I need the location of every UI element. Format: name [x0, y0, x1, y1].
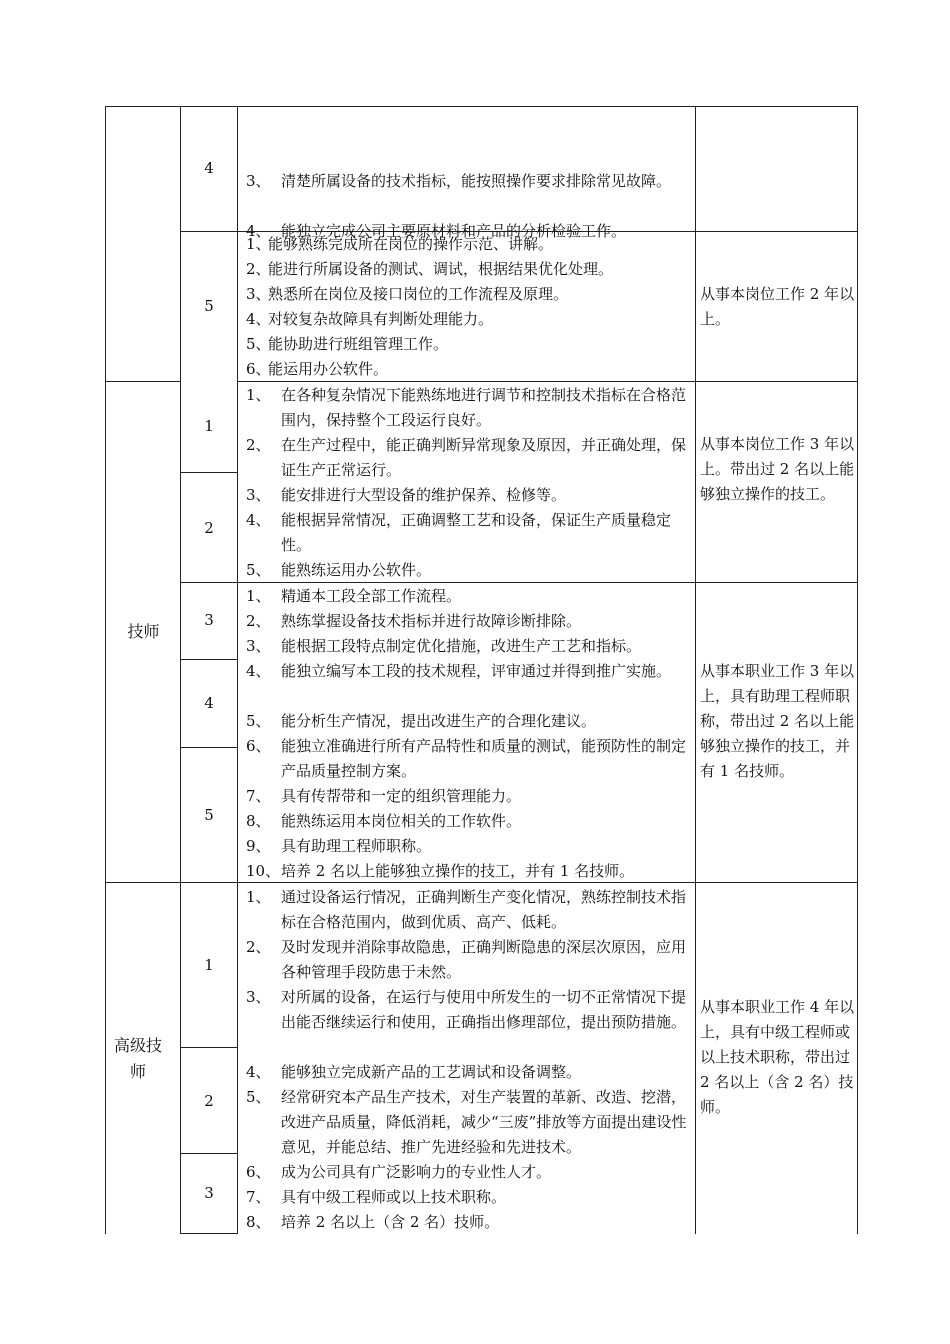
list-item — [246, 1185, 694, 1210]
item-text: 能进行所属设备的测试、调试，根据结果优化处理。 — [268, 260, 614, 278]
item-text: 精通本工段全部工作流程。 — [281, 587, 462, 605]
item-number: 4、 — [246, 222, 271, 240]
level-cell: 3 — [204, 611, 214, 629]
item-number: 6、 — [246, 360, 271, 378]
list-item — [246, 558, 694, 583]
item-number: 5、 — [246, 335, 271, 353]
level-cell: 2 — [204, 519, 214, 537]
grid-line — [695, 106, 696, 1234]
item-number: 2、 — [246, 612, 271, 630]
level-cell: 5 — [204, 806, 214, 824]
list-item — [246, 584, 694, 609]
item-number: 1、 — [246, 235, 271, 253]
list-item — [246, 433, 694, 483]
item-text: 在生产过程中，能正确判断异常现象及原因，并正确处理，保证生产正常运行。 — [281, 436, 687, 479]
item-text: 能熟练运用办公软件。 — [281, 561, 432, 579]
item-text: 具有传帮带和一定的组织管理能力。 — [281, 787, 522, 805]
level-cell: 3 — [204, 1184, 214, 1202]
item-number: 3、 — [246, 172, 271, 190]
item-text: 能独立编写本工段的技术规程，评审通过并得到推广实施。 — [281, 662, 672, 680]
list-item — [246, 885, 694, 935]
item-text: 具有助理工程师职称。 — [281, 837, 432, 855]
item-text: 熟练掌握设备技术指标并进行故障诊断排除。 — [281, 612, 582, 630]
item-text: 能够独立完成新产品的工艺调试和设备调整。 — [281, 1063, 582, 1081]
item-text: 及时发现并消除事故隐患，正确判断隐患的深层次原因，应用各种管理手段防患于未然。 — [281, 938, 687, 981]
requirement-cell: 从事本职业工作 3 年以上，具有助理工程师职称，带出过 2 名以上能够独立操作的技工，并有 1 名技师。 — [700, 662, 855, 780]
list-item — [246, 307, 694, 332]
item-number: 2、 — [246, 436, 271, 454]
item-number: 2、 — [246, 938, 271, 956]
item-number: 6、 — [246, 1163, 271, 1181]
list-item — [246, 709, 694, 734]
item-text: 熟悉所在岗位及接口岗位的工作流程及原理。 — [268, 285, 569, 303]
item-text: 在各种复杂情况下能熟练地进行调节和控制技术指标在合格范围内，保持整个工段运行良好。 — [281, 386, 687, 429]
list-item — [246, 634, 694, 659]
list-item — [246, 383, 694, 433]
list-item — [246, 1085, 694, 1160]
grid-line — [180, 659, 237, 660]
list-item — [246, 1210, 694, 1235]
list-item — [246, 332, 694, 357]
item-text: 能熟练运用本岗位相关的工作软件。 — [281, 812, 522, 830]
list-item — [246, 169, 694, 194]
grid-line — [180, 472, 237, 473]
list-item — [246, 483, 694, 508]
item-number: 4、 — [246, 662, 271, 680]
item-number: 1、 — [246, 888, 271, 906]
list-item — [246, 232, 694, 257]
item-number: 3、 — [246, 486, 271, 504]
item-number: 5、 — [246, 1088, 271, 1106]
grid-line — [180, 1047, 237, 1048]
grid-line — [237, 106, 238, 1234]
grid-line — [180, 747, 237, 748]
list-item — [246, 859, 694, 884]
item-number: 10、 — [246, 862, 281, 880]
item-text: 能根据工段特点制定优化措施，改进生产工艺和指标。 — [281, 637, 642, 655]
level-cell: 1 — [204, 956, 214, 974]
level-cell: 4 — [204, 694, 214, 712]
list-item — [246, 985, 694, 1035]
level-cell: 2 — [204, 1092, 214, 1110]
list-item — [246, 257, 694, 282]
grid-line — [105, 106, 106, 1234]
item-text: 清楚所属设备的技术指标，能按照操作要求排除常见故障。 — [281, 172, 672, 190]
item-number: 3、 — [246, 637, 271, 655]
requirement-cell: 从事本职业工作 4 年以上，具有中级工程师或以上技术职称，带出过 2 名以上（含 2 名）技师。 — [700, 998, 855, 1116]
item-text: 能分析生产情况，提出改进生产的合理化建议。 — [281, 712, 597, 730]
list-item — [246, 1160, 694, 1185]
grid-line — [180, 1233, 237, 1234]
item-text: 能根据异常情况，正确调整工艺和设备，保证生产质量稳定性。 — [281, 511, 672, 554]
item-number: 1、 — [246, 587, 271, 605]
list-item — [246, 734, 694, 784]
level-cell: 1 — [204, 417, 214, 435]
item-number: 4、 — [246, 511, 271, 529]
item-text: 能独立准确进行所有产品特性和质量的测试，能预防性的制定产品质量控制方案。 — [281, 737, 687, 780]
item-number: 1、 — [246, 386, 271, 404]
item-text: 经常研究本产品生产技术，对生产装置的革新、改造、挖潜，改进产品质量，降低消耗，减少“三废”排放等方面提出建设性意见，并能总结、推广先进经验和先进技术。 — [281, 1088, 687, 1156]
item-text: 能协助进行班组管理工作。 — [268, 335, 449, 353]
list-item — [246, 834, 694, 859]
list-item — [246, 784, 694, 809]
item-number: 3、 — [246, 988, 271, 1006]
level-cell: 4 — [204, 159, 214, 177]
list-item — [246, 935, 694, 985]
item-text: 具有中级工程师或以上技术职称。 — [281, 1188, 507, 1206]
requirement-cell: 从事本岗位工作 3 年以上。带出过 2 名以上能够独立操作的技工。 — [700, 435, 855, 503]
item-number: 7、 — [246, 1188, 271, 1206]
item-number: 6、 — [246, 737, 271, 755]
level-cell: 5 — [204, 297, 214, 315]
item-text: 通过设备运行情况，正确判断生产变化情况，熟练控制技术指标在合格范围内，做到优质、高产、低耗。 — [281, 888, 687, 931]
item-number: 4、 — [246, 1063, 271, 1081]
list-item — [246, 1060, 694, 1085]
list-item — [246, 508, 694, 558]
item-number: 3、 — [246, 285, 271, 303]
item-number: 2、 — [246, 260, 271, 278]
grid-line — [180, 106, 181, 1234]
item-text: 能运用办公软件。 — [268, 360, 389, 378]
item-number: 8、 — [246, 812, 271, 830]
list-item — [246, 357, 694, 382]
item-text: 能独立完成公司主要原材料和产品的分析检验工作。 — [281, 222, 627, 240]
item-text: 对所属的设备，在运行与使用中所发生的一切不正常情况下提出能否继续运行和使用，正确指出修理部位，提出预防措施。 — [281, 988, 687, 1031]
list-item — [246, 659, 694, 684]
list-item — [246, 609, 694, 634]
item-text: 培养 2 名以上能够独立操作的技工，并有 1 名技师。 — [281, 862, 635, 880]
list-item — [246, 809, 694, 834]
item-number: 8、 — [246, 1213, 271, 1231]
item-number: 5、 — [246, 712, 271, 730]
item-text: 对较复杂故障具有判断处理能力。 — [268, 310, 494, 328]
item-number: 5、 — [246, 561, 271, 579]
item-text: 能够熟练完成所在岗位的操作示范、讲解。 — [268, 235, 554, 253]
item-number: 4、 — [246, 310, 271, 328]
grid-line — [180, 1153, 237, 1154]
item-number: 7、 — [246, 787, 271, 805]
grade-label-technician: 技师 — [127, 622, 160, 641]
requirement-cell: 从事本岗位工作 2 年以上。 — [700, 285, 855, 328]
item-text: 培养 2 名以上（含 2 名）技师。 — [281, 1213, 500, 1231]
grade-label-senior-technician: 高级技师 — [113, 1036, 162, 1081]
grid-line — [857, 106, 858, 1234]
grid-line — [105, 381, 180, 382]
list-item — [246, 282, 694, 307]
grid-line — [105, 106, 858, 107]
item-text: 成为公司具有广泛影响力的专业性人才。 — [281, 1163, 552, 1181]
item-text: 能安排进行大型设备的维护保养、检修等。 — [281, 486, 567, 504]
item-number: 9、 — [246, 837, 271, 855]
